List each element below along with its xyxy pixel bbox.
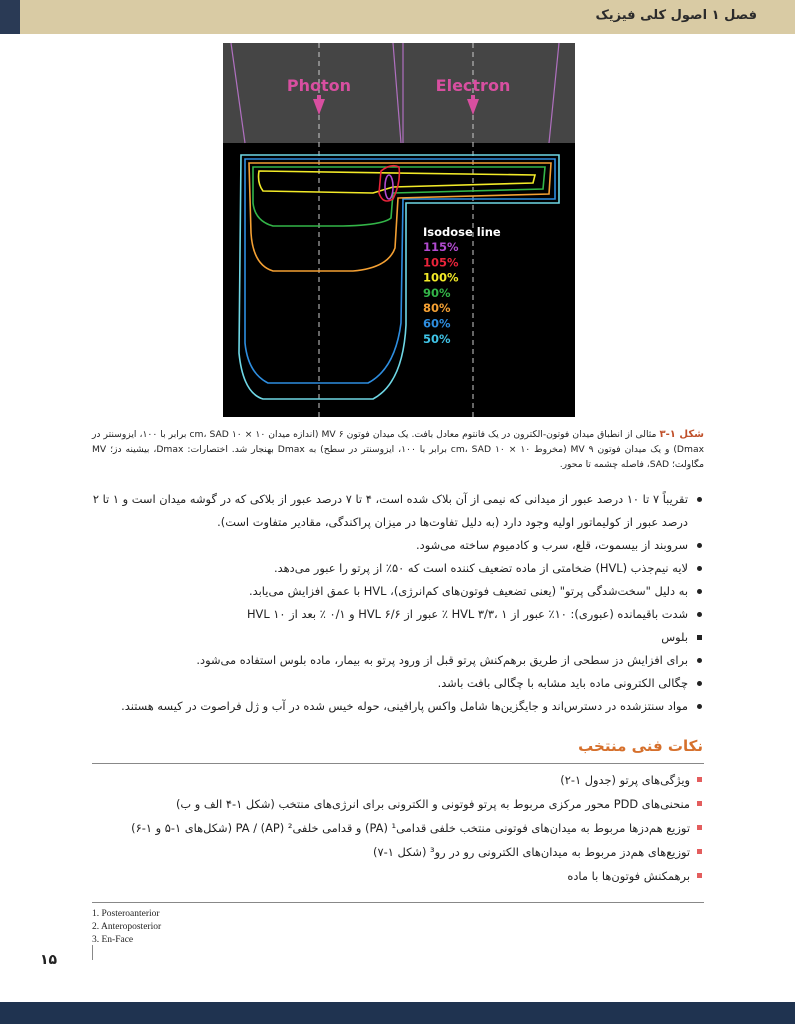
bullet-item: شدت باقیمانده (عبوری): ۱۰٪ عبور از HVL ۳/۳، ۱ ٪ عبور از HVL ۶/۶ و ۰/۱ ٪ بعد از HVL ۱۰	[92, 603, 704, 626]
footer-bar	[0, 1002, 795, 1024]
bullet-item: به دلیل "سخت‌شدگی پرتو" (یعنی تضعیف فوتون‌های کم‌انرژی)، HVL با عمق افزایش می‌یابد.	[92, 580, 704, 603]
page-number-rule	[92, 945, 93, 960]
section-divider	[92, 763, 704, 764]
tech-point: برهمکنش فوتون‌ها با ماده	[92, 864, 704, 888]
tech-points	[92, 768, 704, 888]
legend-entry: 60%	[423, 316, 451, 331]
tech-point: توزیع هم‌دزها مربوط به میدان‌های فوتونی منتخب خلفی قدامی¹ (PA) و قدامی خلفی² (AP) / PA (شکل‌های ۱-۵ و ۱-۶)	[92, 816, 704, 840]
header-accent-block	[0, 0, 20, 34]
footnotes	[92, 908, 161, 947]
photon-label: Photon	[286, 76, 352, 95]
legend-entry: 105%	[423, 255, 459, 270]
figure-caption-text: مثالی از انطباق میدان فوتون-الکترون در یک فانتوم معادل بافت. یک میدان فوتون MV ۶ (اندازه میدان ۱۰ × ۱۰ cm، SAD برابر با ۱۰۰، ایزوسنتر در Dmax) و یک میدان فوتون MV ۹ (مخروط ۱۰ × ۱۰ cm، SAD برابر با ۱۰۰، ایزوسنتر در سطح) به Dmax بهنجار شد. اختصارات: Dmax، بیشینه دز؛ MV مگاولت؛ SAD، فاصله چشمه تا محور.	[92, 429, 705, 470]
page-number: ۱۵	[40, 952, 58, 968]
footnote: 3. En-Face	[92, 935, 134, 945]
section-title: نکات فنی منتخب	[578, 737, 703, 755]
footnote-divider	[92, 902, 704, 903]
chapter-header-bar	[0, 0, 795, 34]
bullet-item: لایه نیم‌جذب (HVL) ضخامتی از ماده تضعیف کننده است که ۵۰٪ از پرتو را عبور می‌دهد.	[92, 557, 704, 580]
bullet-item: تقریباً ۷ تا ۱۰ درصد عبور از میدانی که نیمی از آن بلاک شده است، ۴ تا ۷ درصد عبور از بلاکی که در گوشه میدان است و ۱ تا ۲ درصد عبور از کولیماتور اولیه وجود دارد (به دلیل تفاوت‌ها در میزان پراکندگی، مقادیر متفاوت است).	[92, 488, 704, 534]
figure-caption-label: شکل ۱-۳	[659, 429, 704, 440]
bullet-item: سروبند از بیسموت، قلع، سرب و کادمیوم ساخته می‌شود.	[92, 534, 704, 557]
legend-entry: 90%	[423, 285, 451, 300]
footnote: 2. Anteroposterior	[92, 922, 162, 932]
chapter-title: فصل ۱ اصول کلی فیزیک	[595, 8, 757, 23]
figure-caption	[92, 427, 704, 472]
isodose-figure	[223, 43, 575, 417]
bullet-item: مواد سنتزشده در دسترس‌اند و جایگزین‌ها شامل واکس پارافینی، حوله خیس شده در آب و ژل فراصوت در کیسه هستند.	[92, 695, 704, 718]
legend-entry: 50%	[423, 331, 451, 346]
tech-point: منحنی‌های PDD محور مرکزی مربوط به پرتو فوتونی و الکترونی برای انرژی‌های منتخب (شکل ۱-۴ الف و ب)	[92, 792, 704, 816]
legend-entry: 115%	[423, 240, 459, 254]
bullet-item: برای افزایش دز سطحی از طریق برهم‌کنش پرتو قبل از ورود پرتو به بیمار، ماده بلوس استفاده می‌شود.	[92, 649, 704, 672]
tech-point: توزیع‌های هم‌دز مربوط به میدان‌های الکترونی رو در رو³ (شکل ۱-۷)	[92, 840, 704, 864]
tech-point: ویژگی‌های پرتو (جدول ۱-۲)	[92, 768, 704, 792]
body-text	[92, 488, 704, 718]
beam-header-area	[223, 43, 575, 143]
electron-label: Electron	[435, 76, 511, 95]
footnote: 1. Posteroanterior	[92, 909, 160, 919]
legend-entry: 100%	[423, 270, 459, 285]
legend-entry: 80%	[423, 301, 451, 316]
bullet-item: چگالی الکترونی ماده باید مشابه با چگالی بافت باشد.	[92, 672, 704, 695]
legend-title: Isodose line	[423, 225, 501, 239]
bullet-heading: بلوس	[92, 626, 704, 649]
